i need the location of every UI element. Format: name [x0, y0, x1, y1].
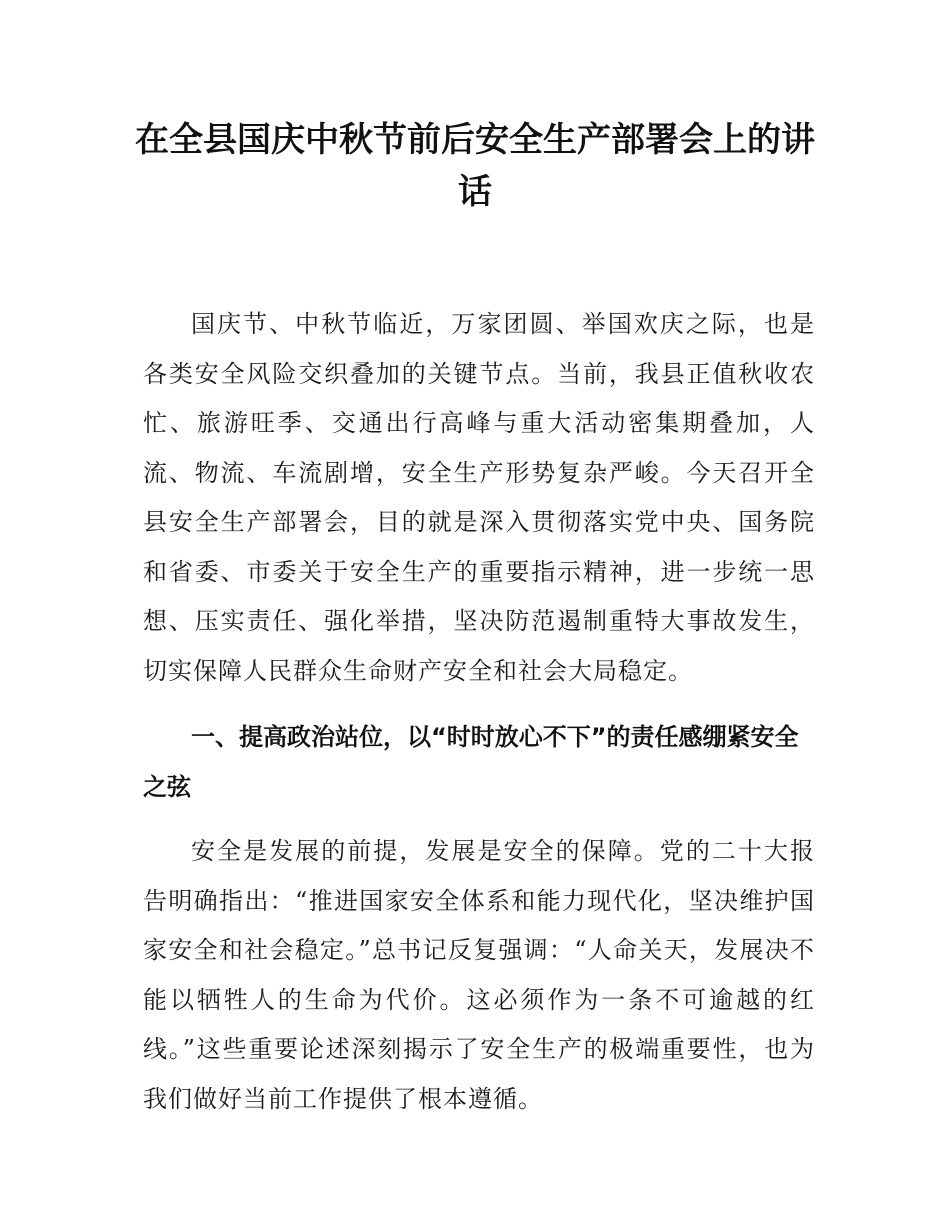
section-one-paragraph: 安全是发展的前提，发展是安全的保障。党的二十大报告明确指出：“推进国家安全体系和能力现代化，坚决维护国家安全和社会稳定。”总书记反复强调：“人命关天，发展决不能以牺牲人的生命为代价。这必须作为一条不可逾越的红线。”这些重要论述深刻揭示了安全生产的极端重要性，也为我们做好当前工作提供了根本遵循。	[143, 837, 815, 1113]
section-one-heading: 一、提高政治站位，以“时时放心不下”的责任感绷紧安全之弦	[143, 723, 799, 801]
document-title: 在全县国庆中秋节前后安全生产部署会上的讲话	[135, 120, 815, 212]
intro-paragraph: 国庆节、中秋节临近，万家团圆、举国欢庆之际，也是各类安全风险交织叠加的关键节点。当前，我县正值秋收农忙、旅游旺季、交通出行高峰与重大活动密集期叠加，人流、物流、车流剧增，安全生产形势复杂严峻。今天召开全县安全生产部署会，目的就是深入贯彻落实党中央、国务院和省委、市委关于安全生产的重要指示精神，进一步统一思想、压实责任、强化举措，坚决防范遏制重特大事故发生，切实保障人民群众生命财产安全和社会大局稳定。	[143, 310, 815, 685]
